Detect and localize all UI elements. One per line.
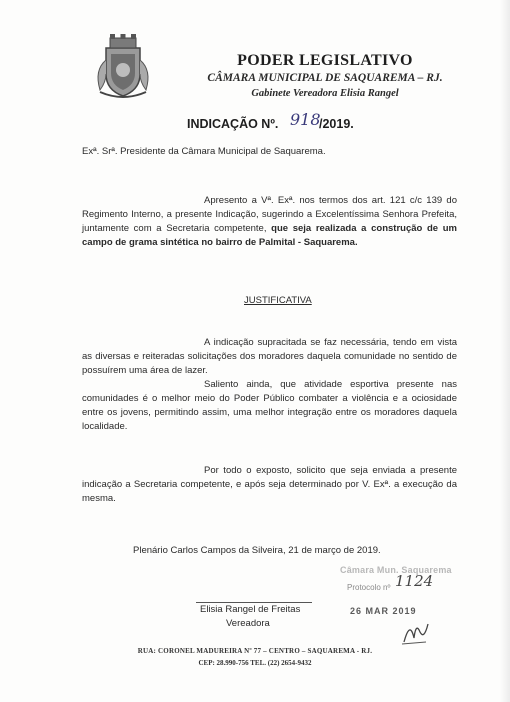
protocol-stamp-title: Câmara Mun. Saquarema: [340, 565, 452, 575]
coat-of-arms-icon: [92, 30, 154, 100]
justification-2-text: Saliento ainda, que atividade esportiva presente nas comunidades é o melhor meio do Poder Público combater a violência e a ociosidade entre os jovens, permitindo assim, uma melhor integração entre os moradores daquela localidade.: [82, 379, 457, 432]
paragraph-justification-2: [82, 378, 457, 434]
signatory-name: Elisia Rangel de Freitas: [200, 604, 301, 615]
salutation: Exª. Srª. Presidente da Câmara Municipal de Saquarema.: [82, 146, 326, 157]
protocol-number: 1124: [395, 572, 434, 590]
indicacao-number: 918: [290, 110, 321, 129]
indicacao-label: INDICAÇÃO Nº.: [187, 117, 279, 131]
header-title: PODER LEGISLATIVO: [237, 52, 413, 69]
signatory-role: Vereadora: [226, 618, 270, 629]
protocol-stamp-label: Protocolo nº: [347, 583, 391, 592]
proposal-bold-text: que seja realizada a construção de um campo de grama sintética no bairro de Palmital - Saquarema.: [82, 223, 457, 248]
paragraph-proposal: [82, 194, 457, 250]
conclusion-text: Por todo o exposto, solicito que seja enviada a presente indicação a Secretaria competente, e após seja determinado por V. Exª. a execução da mesma.: [82, 465, 457, 504]
paragraph-justification-1: [82, 336, 457, 378]
scan-edge-shadow: [500, 0, 510, 702]
footer-address: RUA: CORONEL MADUREIRA Nº 77 – CENTRO – SAQUAREMA - RJ.: [137, 647, 373, 655]
indicacao-year: /2019.: [319, 117, 354, 131]
signature-line: [196, 602, 312, 603]
proposal-text: Apresento a Vª. Exª. nos termos dos art. 121 c/c 139 do Regimento Interno, a presente Indicação, sugerindo a Excelentíssima Senhora Prefeita, juntamente com a Secretaria competente,: [82, 195, 457, 234]
paragraph-conclusion: [82, 464, 457, 506]
header-office: Gabinete Vereadora Elisia Rangel: [251, 88, 399, 99]
date-line: Plenário Carlos Campos da Silveira, 21 de março de 2019.: [133, 545, 381, 556]
footer-contact: CEP: 28.990-756 TEL. (22) 2654-9432: [198, 659, 312, 667]
justification-1-text: A indicação supracitada se faz necessária, tendo em vista as diversas e reiteradas solicitações dos moradores daquela comunidade no sentido de possuírem uma área de lazer.: [82, 337, 457, 376]
justificativa-heading: JUSTIFICATIVA: [244, 295, 312, 306]
header-subtitle: CÂMARA MUNICIPAL DE SAQUAREMA – RJ.: [207, 72, 443, 84]
protocol-date: 26 MAR 2019: [350, 606, 417, 616]
handwritten-initials-icon: [400, 618, 430, 646]
